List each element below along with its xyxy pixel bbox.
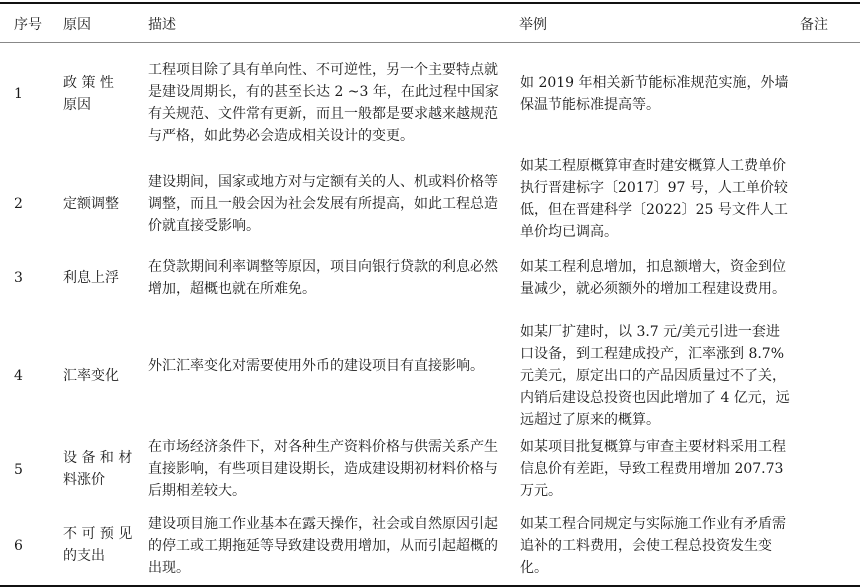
header-reason: 原因 — [63, 17, 91, 33]
header-note: 备注 — [800, 17, 828, 33]
row-reason: 定额调整 — [63, 196, 119, 212]
table-row — [0, 147, 860, 253]
row-example: 如某工程原概算审查时建安概算人工费单价执行晋建标字〔2017〕97 号，人工单价较低，但在晋建科学〔2022〕25 号文件人工单价均已调高。 — [520, 158, 788, 240]
row-index: 5 — [14, 462, 23, 478]
row-reason: 设 备 和 材 料涨价 — [63, 450, 133, 488]
table-row — [0, 43, 860, 147]
header-example: 举例 — [519, 17, 547, 33]
row-description: 工程项目除了具有单向性、不可逆性，另一个主要特点就是建设周期长，有的甚至长达 2 ~3 年，在此过程中国家有关规范、文件常有更新，而且一般都是要求越来越规范与严格，如此势必会造成相关设计的变更。 — [148, 62, 499, 144]
row-description: 在贷款期间利率调整等原因，项目向银行贷款的利息必然增加，超概也就在所难免。 — [148, 259, 498, 297]
row-reason: 不 可 预 见 的支出 — [63, 526, 133, 564]
row-description: 建设项目施工作业基本在露天操作，社会或自然原因引起的停工或工期拖延等导致建设费用增加，从而引起超概的出现。 — [148, 516, 498, 576]
row-index: 2 — [14, 196, 23, 212]
row-reason: 利息上浮 — [63, 270, 119, 286]
row-index: 3 — [14, 270, 23, 286]
row-description: 建设期间，国家或地方对与定额有关的人、机或料价格等调整，而且一般会因为社会发展有所提高，如此工程总造价就直接受影响。 — [148, 174, 498, 234]
table-header — [0, 4, 860, 43]
row-index: 1 — [14, 86, 23, 102]
row-example: 如某厂扩建时，以 3.7 元/美元引进一套进口设备，到工程建成投产，汇率涨到 8.7% 元美元，原定出口的产品因质量过不了关，内销后建设总投资也因此增加了 4 亿元，远远超过了原来的概算。 — [520, 324, 790, 428]
reasons-table — [0, 2, 860, 587]
row-example: 如某项目批复概算与审查主要材料采用工程信息价有差距，导致工程费用增加 207.73 万元。 — [520, 439, 786, 499]
row-index: 6 — [14, 538, 23, 554]
row-example: 如 2019 年相关新节能标准规范实施，外墙保温节能标准提高等。 — [520, 75, 789, 113]
row-index: 4 — [14, 368, 23, 384]
row-reason: 汇率变化 — [63, 368, 119, 384]
row-example: 如某工程利息增加，扣息额增大，资金到位量减少，就必须额外的增加工程建设费用。 — [520, 259, 786, 297]
row-description: 在市场经济条件下，对各种生产资料价格与供需关系产生直接影响，有些项目建设期长，造成建设期初材料价格与后期相差较大。 — [148, 439, 498, 499]
table-row — [0, 253, 860, 323]
table-row — [0, 511, 860, 585]
table-row — [0, 433, 860, 511]
row-reason: 政 策 性 原因 — [63, 75, 114, 113]
row-description: 外汇汇率变化对需要使用外币的建设项目有直接影响。 — [148, 358, 484, 374]
header-index: 序号 — [14, 17, 42, 33]
table-row — [0, 323, 860, 433]
header-description: 描述 — [148, 17, 176, 33]
row-example: 如某工程合同规定与实际施工作业有矛盾需追补的工料费用，会使工程总投资发生变化。 — [520, 516, 786, 576]
